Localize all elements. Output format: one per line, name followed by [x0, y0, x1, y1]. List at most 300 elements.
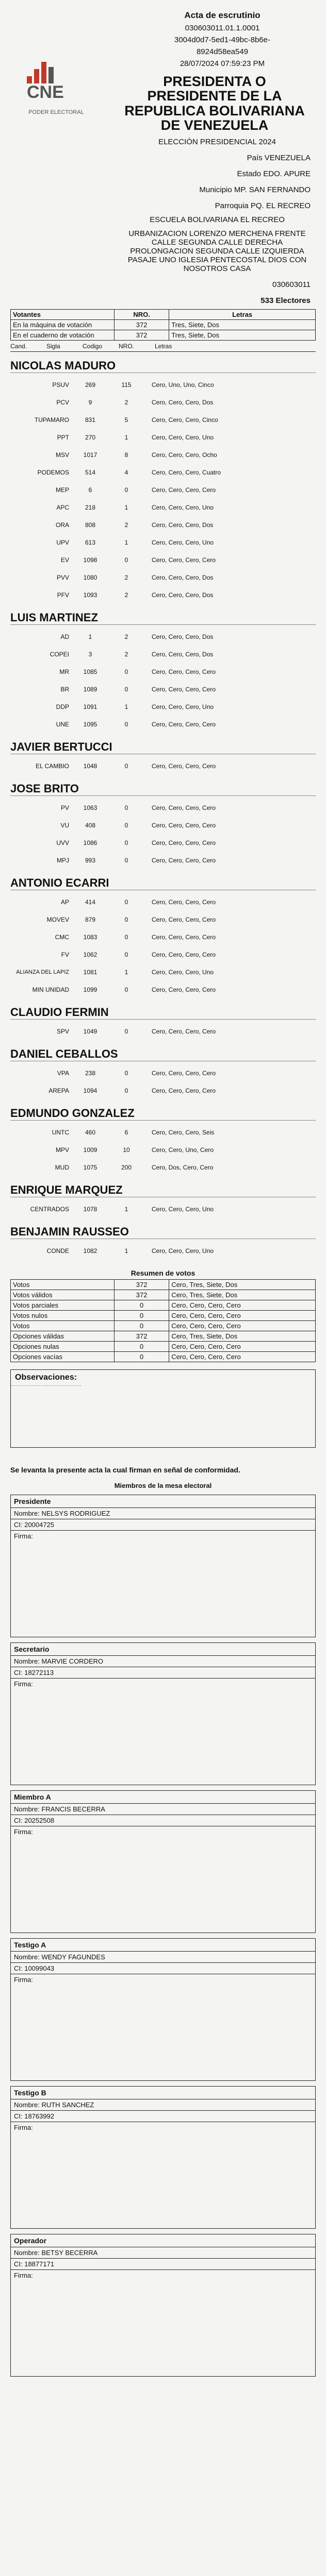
party-nro: 0	[124, 857, 128, 864]
party-letras: Cero, Dos, Cero, Cero	[152, 1164, 214, 1171]
party-sigla: CENTRADOS	[30, 1206, 69, 1213]
party-sigla: DDP	[56, 703, 69, 710]
resumen-label: Votos nulos	[11, 1311, 115, 1321]
member-signature-label: Firma:	[14, 1532, 33, 1540]
party-codigo: 1075	[83, 1164, 97, 1171]
member-box	[10, 1495, 316, 1637]
party-row	[10, 394, 316, 411]
party-codigo: 414	[85, 899, 96, 906]
party-letras: Cero, Uno, Uno, Cinco	[152, 381, 214, 388]
member-ci: CI: 18877171	[11, 2259, 315, 2270]
table-row	[11, 320, 316, 330]
party-codigo: 879	[85, 916, 96, 923]
party-row	[10, 981, 316, 998]
party-sigla: SPV	[56, 1028, 69, 1035]
acta-header	[10, 0, 316, 309]
resumen-letras: Cero, Cero, Cero, Cero	[169, 1352, 316, 1362]
party-nro: 0	[124, 1070, 128, 1077]
col-cand: Cand.	[10, 343, 27, 350]
party-letras: Cero, Cero, Uno, Cero	[152, 1146, 214, 1154]
party-row	[10, 481, 316, 499]
party-nro: 1	[124, 969, 128, 976]
party-row	[10, 446, 316, 464]
resumen-row	[11, 1331, 316, 1342]
party-nro: 5	[124, 416, 128, 423]
party-sigla: BR	[60, 686, 69, 693]
votantes-nro: 372	[114, 320, 169, 330]
party-sigla: COPEI	[50, 651, 69, 658]
resumen-row	[11, 1300, 316, 1311]
party-codigo: 1080	[83, 574, 97, 581]
party-row	[10, 1242, 316, 1260]
party-codigo: 1081	[83, 969, 97, 976]
party-sigla: MEP	[55, 486, 69, 494]
miembros-title: Miembros de la mesa electoral	[114, 1482, 212, 1490]
party-nro: 1	[124, 539, 128, 546]
party-letras: Cero, Cero, Cero, Dos	[152, 521, 214, 529]
party-sigla: EL CAMBIO	[36, 762, 69, 770]
party-nro: 0	[124, 721, 128, 728]
election-name: ELECCIÓN PRESIDENCIAL 2024	[158, 138, 276, 147]
party-sigla: MPV	[55, 1146, 69, 1154]
table-row	[11, 330, 316, 341]
letras-header: Letras	[169, 310, 316, 320]
party-codigo: 1048	[83, 762, 97, 770]
party-row	[10, 681, 316, 698]
member-role: Testigo A	[11, 1939, 315, 1952]
party-letras: Cero, Cero, Cero, Cero	[152, 1087, 216, 1094]
party-sigla: ALIANZA DEL LAPIZ	[16, 969, 69, 975]
candidate-name: CLAUDIO FERMIN	[10, 1006, 316, 1020]
candidate-name: DANIEL CEBALLOS	[10, 1047, 316, 1061]
party-nro: 0	[124, 1087, 128, 1094]
candidate-column-headers	[10, 343, 316, 352]
party-letras: Cero, Cero, Cero, Cero	[152, 951, 216, 958]
party-nro: 0	[124, 804, 128, 811]
resumen-nro: 0	[114, 1300, 169, 1311]
municipio-line: Municipio MP. SAN FERNANDO	[199, 185, 311, 195]
member-ci: CI: 18763992	[11, 2111, 315, 2122]
party-row	[10, 757, 316, 775]
observaciones-label: Observaciones:	[11, 1370, 81, 1386]
party-row	[10, 411, 316, 429]
member-name: Nombre: RUTH SANCHEZ	[11, 2099, 315, 2111]
party-row	[10, 499, 316, 516]
party-nro: 0	[124, 899, 128, 906]
member-name: Nombre: BETSY BECERRA	[11, 2247, 315, 2259]
party-letras: Cero, Cero, Cero, Cero	[152, 686, 216, 693]
party-row	[10, 852, 316, 869]
resumen-nro: 372	[114, 1280, 169, 1290]
party-row	[10, 1082, 316, 1099]
votantes-header: Votantes	[11, 310, 115, 320]
member-ci: CI: 20252508	[11, 1815, 315, 1826]
party-sigla: AD	[60, 633, 69, 640]
member-name: Nombre: WENDY FAGUNDES	[11, 1952, 315, 1963]
member-ci: CI: 20004725	[11, 1519, 315, 1531]
party-codigo: 1085	[83, 668, 97, 675]
party-nro: 0	[124, 556, 128, 564]
party-letras: Cero, Cero, Cero, Cero	[152, 822, 216, 829]
party-codigo: 1062	[83, 951, 97, 958]
logo-caption: PODER ELECTORAL	[28, 109, 84, 115]
party-codigo: 1	[88, 633, 92, 640]
candidate-name: BENJAMIN RAUSSEO	[10, 1225, 316, 1239]
resumen-nro: 372	[114, 1290, 169, 1300]
party-sigla: UVV	[56, 839, 69, 846]
votantes-letras: Tres, Siete, Dos	[169, 320, 316, 330]
resumen-row	[11, 1352, 316, 1362]
party-row	[10, 893, 316, 911]
member-box	[10, 2086, 316, 2229]
party-codigo: 270	[85, 434, 96, 441]
party-nro: 1	[124, 703, 128, 710]
centro-code: 030603011	[272, 280, 311, 290]
member-signature-label: Firma:	[14, 1976, 33, 1984]
resumen-letras: Cero, Cero, Cero, Cero	[169, 1321, 316, 1331]
resumen-nro: 0	[114, 1342, 169, 1352]
party-sigla: FV	[61, 951, 69, 958]
party-codigo: 831	[85, 416, 96, 423]
members-list	[10, 1495, 316, 2377]
member-signature-label: Firma:	[14, 1828, 33, 1836]
party-sigla: PPT	[57, 434, 69, 441]
election-title: PRESIDENTA O PRESIDENTE DE LA REPUBLICA BOLIVARIANA DE VENEZUELA	[124, 74, 305, 133]
party-sigla: UPV	[56, 539, 69, 546]
party-nro: 0	[124, 822, 128, 829]
party-letras: Cero, Cero, Cero, Cero	[152, 899, 216, 906]
member-ci: CI: 10099043	[11, 1963, 315, 1974]
party-sigla: MIN UNIDAD	[32, 986, 69, 993]
party-letras: Cero, Cero, Cero, Seis	[152, 1129, 215, 1136]
party-nro: 0	[124, 668, 128, 675]
party-nro: 0	[124, 951, 128, 958]
party-letras: Cero, Cero, Cero, Uno	[152, 434, 214, 441]
votantes-table	[10, 309, 316, 341]
party-letras: Cero, Cero, Cero, Dos	[152, 651, 214, 658]
party-codigo: 1082	[83, 1247, 97, 1255]
resumen-table	[10, 1279, 316, 1362]
observaciones-box	[10, 1369, 316, 1448]
member-name: Nombre: FRANCIS BECERRA	[11, 1804, 315, 1815]
party-codigo: 408	[85, 822, 96, 829]
party-letras: Cero, Cero, Cero, Cero	[152, 668, 216, 675]
party-letras: Cero, Cero, Cero, Uno	[152, 969, 214, 976]
party-row	[10, 1023, 316, 1040]
direccion-line: URBANIZACION LORENZO MERCHENA FRENTE CALLE SEGUNDA CALLE DERECHA PROLONGACION SEGUNDA CALLE IZQUIERDA PASAJE UNO IGLESIA PENTECOSTAL DIOS CON NOSOTROS CASA	[127, 229, 307, 274]
party-sigla: PCV	[56, 399, 69, 406]
acta-uuid-1: 3004d0d7-5ed1-49bc-8b6e-	[174, 36, 270, 44]
resumen-label: Opciones válidas	[11, 1331, 115, 1342]
party-sigla: AREPA	[48, 1087, 69, 1094]
resumen-letras: Cero, Cero, Cero, Cero	[169, 1342, 316, 1352]
party-nro: 1	[124, 1247, 128, 1255]
resumen-title: Resumen de votos	[131, 1269, 195, 1277]
candidate-list	[10, 359, 316, 1260]
party-codigo: 1049	[83, 1028, 97, 1035]
party-nro: 2	[124, 399, 128, 406]
party-codigo: 1089	[83, 686, 97, 693]
party-sigla: PSUV	[52, 381, 69, 388]
resumen-nro: 0	[114, 1321, 169, 1331]
party-sigla: CMC	[55, 934, 69, 941]
member-signature-label: Firma:	[14, 2124, 33, 2132]
party-codigo: 238	[85, 1070, 96, 1077]
party-codigo: 1093	[83, 591, 97, 599]
party-row	[10, 586, 316, 604]
party-codigo: 1009	[83, 1146, 97, 1154]
party-row	[10, 928, 316, 946]
party-codigo: 1078	[83, 1206, 97, 1213]
party-row	[10, 946, 316, 963]
party-letras: Cero, Cero, Cero, Dos	[152, 591, 214, 599]
conformidad-statement: Se levanta la presente acta la cual firman en señal de conformidad.	[10, 1466, 240, 1474]
resumen-row	[11, 1290, 316, 1300]
member-box	[10, 1642, 316, 1785]
party-letras: Cero, Cero, Cero, Dos	[152, 574, 214, 581]
member-name: Nombre: MARVIE CORDERO	[11, 1656, 315, 1667]
party-row	[10, 628, 316, 646]
candidate-name: LUIS MARTINEZ	[10, 611, 316, 625]
party-sigla: UNE	[56, 721, 69, 728]
party-row	[10, 569, 316, 586]
party-nro: 2	[124, 574, 128, 581]
resumen-row	[11, 1342, 316, 1352]
party-sigla: PVV	[56, 574, 69, 581]
party-codigo: 218	[85, 504, 96, 511]
candidate-name: EDMUNDO GONZALEZ	[10, 1107, 316, 1121]
escuela-line: ESCUELA BOLIVARIANA EL RECREO	[150, 215, 285, 225]
acta-title: Acta de escrutinio	[184, 10, 260, 20]
col-nro: NRO.	[119, 343, 134, 350]
party-sigla: MUD	[55, 1164, 69, 1171]
party-row	[10, 817, 316, 834]
party-letras: Cero, Cero, Cero, Dos	[152, 399, 214, 406]
party-sigla: TUPAMARO	[34, 416, 69, 423]
party-sigla: CONDE	[46, 1247, 69, 1255]
acta-code: 030603011.01.1.0001	[185, 24, 260, 32]
resumen-row	[11, 1321, 316, 1331]
party-row	[10, 1141, 316, 1159]
party-sigla: PODEMOS	[37, 469, 69, 476]
party-codigo: 1086	[83, 839, 97, 846]
pais-line: País VENEZUELA	[247, 154, 311, 163]
party-codigo: 6	[88, 486, 92, 494]
candidate-name: NICOLAS MADURO	[10, 359, 316, 373]
party-letras: Cero, Cero, Cero, Cero	[152, 916, 216, 923]
party-sigla: MSV	[55, 451, 69, 459]
resumen-nro: 372	[114, 1331, 169, 1342]
votantes-letras: Tres, Siete, Dos	[169, 330, 316, 341]
party-codigo: 993	[85, 857, 96, 864]
resumen-letras: Cero, Tres, Siete, Dos	[169, 1280, 316, 1290]
party-nro: 200	[121, 1164, 132, 1171]
party-codigo: 460	[85, 1129, 96, 1136]
votantes-label: En el cuaderno de votación	[11, 330, 115, 341]
party-nro: 2	[124, 591, 128, 599]
estado-line: Estado EDO. APURE	[237, 170, 311, 179]
party-nro: 2	[124, 651, 128, 658]
party-row	[10, 799, 316, 817]
col-letras: Letras	[155, 343, 172, 350]
candidate-name: ANTONIO ECARRI	[10, 876, 316, 890]
resumen-label: Votos parciales	[11, 1300, 115, 1311]
resumen-letras: Cero, Cero, Cero, Cero	[169, 1311, 316, 1321]
party-row	[10, 534, 316, 551]
party-row	[10, 911, 316, 928]
party-nro: 10	[123, 1146, 130, 1154]
party-row	[10, 834, 316, 852]
resumen-letras: Cero, Tres, Siete, Dos	[169, 1290, 316, 1300]
party-letras: Cero, Cero, Cero, Cero	[152, 762, 216, 770]
resumen-row	[11, 1311, 316, 1321]
party-row	[10, 698, 316, 716]
party-letras: Cero, Cero, Cero, Cero	[152, 857, 216, 864]
party-letras: Cero, Cero, Cero, Ocho	[152, 451, 217, 459]
party-letras: Cero, Cero, Cero, Cero	[152, 986, 216, 993]
member-role: Miembro A	[11, 1791, 315, 1804]
resumen-letras: Cero, Tres, Siete, Dos	[169, 1331, 316, 1342]
party-sigla: MR	[59, 668, 69, 675]
party-nro: 0	[124, 839, 128, 846]
party-row	[10, 1064, 316, 1082]
party-codigo: 1063	[83, 804, 97, 811]
party-codigo: 269	[85, 381, 96, 388]
party-row	[10, 1200, 316, 1218]
votantes-label: En la máquina de votación	[11, 320, 115, 330]
party-nro: 115	[121, 381, 132, 388]
member-role: Testigo B	[11, 2087, 315, 2099]
member-box	[10, 2234, 316, 2377]
party-codigo: 1083	[83, 934, 97, 941]
resumen-nro: 0	[114, 1311, 169, 1321]
party-nro: 0	[124, 1028, 128, 1035]
party-letras: Cero, Cero, Cero, Cuatro	[152, 469, 221, 476]
party-row	[10, 646, 316, 663]
party-letras: Cero, Cero, Cero, Dos	[152, 633, 214, 640]
party-sigla: VPA	[57, 1070, 69, 1077]
party-nro: 0	[124, 986, 128, 993]
party-sigla: UNTC	[52, 1129, 69, 1136]
party-nro: 1	[124, 1206, 128, 1213]
acta-uuid-2: 8924d58ea549	[196, 47, 249, 56]
party-codigo: 9	[88, 399, 92, 406]
party-nro: 1	[124, 504, 128, 511]
resumen-nro: 0	[114, 1352, 169, 1362]
party-nro: 0	[124, 762, 128, 770]
party-row	[10, 1159, 316, 1176]
candidate-name: JOSE BRITO	[10, 782, 316, 796]
party-nro: 0	[124, 486, 128, 494]
party-letras: Cero, Cero, Cero, Uno	[152, 504, 214, 511]
resumen-label: Opciones vacías	[11, 1352, 115, 1362]
party-letras: Cero, Cero, Cero, Uno	[152, 1206, 214, 1213]
member-name: Nombre: NELSYS RODRIGUEZ	[11, 1508, 315, 1519]
header-text	[88, 10, 311, 305]
party-sigla: PV	[60, 804, 69, 811]
member-signature-label: Firma:	[14, 2272, 33, 2280]
party-codigo: 514	[85, 469, 96, 476]
party-nro: 2	[124, 521, 128, 529]
resumen-label: Votos	[11, 1280, 115, 1290]
party-row	[10, 376, 316, 394]
cne-logo	[24, 46, 86, 108]
resumen-row	[11, 1280, 316, 1290]
party-codigo: 3	[88, 651, 92, 658]
party-row	[10, 1124, 316, 1141]
nro-header: NRO.	[114, 310, 169, 320]
party-codigo: 1094	[83, 1087, 97, 1094]
party-letras: Cero, Cero, Cero, Uno	[152, 1247, 214, 1255]
party-row	[10, 963, 316, 981]
resumen-label: Votos	[11, 1321, 115, 1331]
votantes-nro: 372	[114, 330, 169, 341]
member-role: Operador	[11, 2234, 315, 2247]
party-letras: Cero, Cero, Cero, Cero	[152, 804, 216, 811]
party-sigla: VU	[60, 822, 69, 829]
resumen-letras: Cero, Cero, Cero, Cero	[169, 1300, 316, 1311]
parroquia-line: Parroquia PQ. EL RECREO	[215, 201, 311, 211]
party-letras: Cero, Cero, Cero, Uno	[152, 539, 214, 546]
party-letras: Cero, Cero, Cero, Cero	[152, 486, 216, 494]
party-letras: Cero, Cero, Cero, Cero	[152, 1070, 216, 1077]
party-row	[10, 716, 316, 733]
party-letras: Cero, Cero, Cero, Cero	[152, 934, 216, 941]
party-codigo: 808	[85, 521, 96, 529]
col-sigla: Sigla	[46, 343, 60, 350]
candidate-name: JAVIER BERTUCCI	[10, 740, 316, 754]
party-row	[10, 429, 316, 446]
party-sigla: AP	[60, 899, 69, 906]
party-letras: Cero, Cero, Cero, Cero	[152, 1028, 216, 1035]
col-codigo: Codigo	[83, 343, 103, 350]
party-letras: Cero, Cero, Cero, Cero	[152, 556, 216, 564]
party-nro: 1	[124, 434, 128, 441]
party-sigla: MOVEV	[46, 916, 69, 923]
member-ci: CI: 18272113	[11, 1667, 315, 1679]
party-sigla: ORA	[55, 521, 69, 529]
electores-count: 533 Electores	[260, 296, 311, 306]
party-nro: 0	[124, 934, 128, 941]
resumen-label: Opciones nulas	[11, 1342, 115, 1352]
party-letras: Cero, Cero, Cero, Cero	[152, 721, 216, 728]
party-row	[10, 516, 316, 534]
party-row	[10, 464, 316, 481]
svg-text:CNE: CNE	[27, 82, 64, 102]
member-role: Secretario	[11, 1643, 315, 1656]
party-nro: 6	[124, 1129, 128, 1136]
resumen-label: Votos válidos	[11, 1290, 115, 1300]
party-codigo: 1017	[83, 451, 97, 459]
candidate-name: ENRIQUE MARQUEZ	[10, 1183, 316, 1197]
party-letras: Cero, Cero, Cero, Uno	[152, 703, 214, 710]
party-codigo: 1095	[83, 721, 97, 728]
party-nro: 8	[124, 451, 128, 459]
party-row	[10, 663, 316, 681]
party-nro: 0	[124, 916, 128, 923]
party-sigla: EV	[60, 556, 69, 564]
acta-datetime: 28/07/2024 07:59:23 PM	[180, 59, 265, 68]
party-nro: 4	[124, 469, 128, 476]
party-codigo: 1091	[83, 703, 97, 710]
member-box	[10, 1790, 316, 1933]
party-sigla: APC	[56, 504, 69, 511]
member-signature-label: Firma:	[14, 1680, 33, 1688]
party-codigo: 613	[85, 539, 96, 546]
party-letras: Cero, Cero, Cero, Cinco	[152, 416, 218, 423]
member-box	[10, 1938, 316, 2081]
party-sigla: PFV	[57, 591, 69, 599]
